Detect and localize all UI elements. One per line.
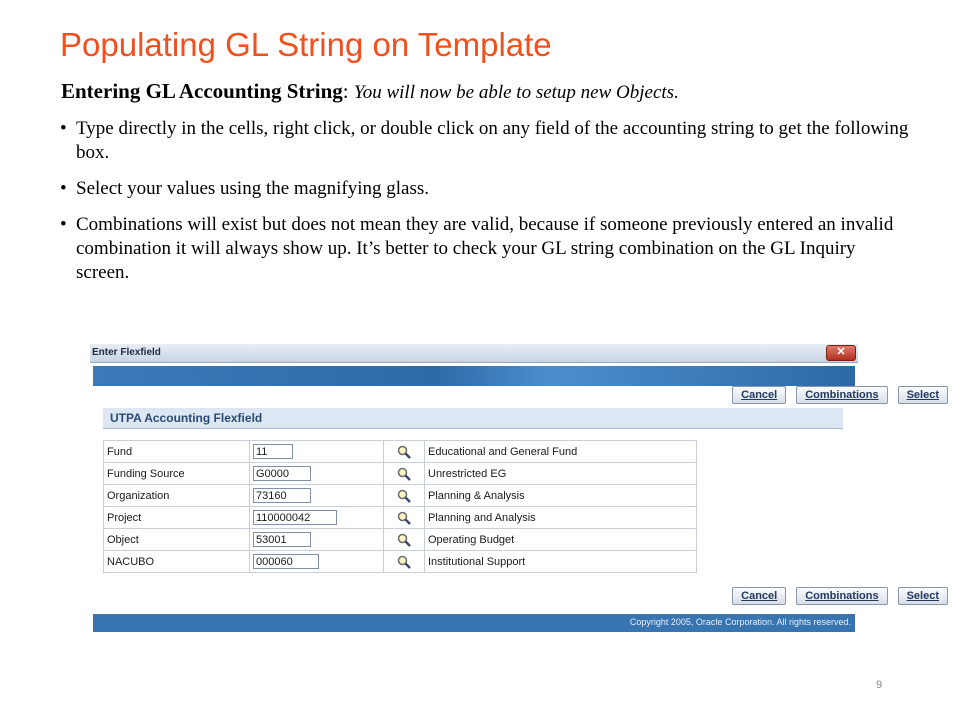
- table-row: [104, 441, 697, 463]
- combinations-button[interactable]: Combinations: [796, 587, 887, 605]
- subtitle-separator: :: [342, 79, 349, 103]
- bottom-button-row: [732, 587, 948, 605]
- segment-value-input[interactable]: 73160: [253, 488, 311, 503]
- bullet-item: • Combinations will exist but does not mean they are valid, because if someone previously entered an invalid combination it will always show up. It’s better to check your GL string combination on the GL Inquiry screen.: [60, 213, 910, 285]
- magnifying-glass-icon[interactable]: [397, 445, 411, 459]
- slide-subtitle: [61, 79, 679, 104]
- segment-description: Unrestricted EG: [425, 463, 697, 485]
- segment-label: Fund: [104, 441, 250, 463]
- segment-label: Organization: [104, 485, 250, 507]
- segment-description: Operating Budget: [425, 529, 697, 551]
- segment-value-input[interactable]: 53001: [253, 532, 311, 547]
- segment-description: Educational and General Fund: [425, 441, 697, 463]
- cancel-button[interactable]: Cancel: [732, 386, 786, 404]
- slide-title: Populating GL String on Template: [60, 26, 552, 63]
- window-title: Enter Flexfield: [92, 347, 161, 358]
- flexfield-table: [103, 440, 697, 573]
- table-row: [104, 529, 697, 551]
- subtitle-bold: Entering GL Accounting String: [61, 79, 343, 103]
- table-row: [104, 507, 697, 529]
- select-button[interactable]: Select: [898, 386, 948, 404]
- magnifying-glass-icon[interactable]: [397, 555, 411, 569]
- flexfield-section-header: [103, 408, 843, 429]
- footer-bar: [93, 614, 855, 632]
- segment-description: Planning & Analysis: [425, 485, 697, 507]
- bullet-item: • Type directly in the cells, right click, or double click on any field of the accounting string to get the following box.: [60, 117, 910, 165]
- segment-description: Planning and Analysis: [425, 507, 697, 529]
- bullet-item: • Select your values using the magnifying glass.: [60, 177, 910, 201]
- magnifying-glass-icon[interactable]: [397, 533, 411, 547]
- segment-label: Object: [104, 529, 250, 551]
- segment-value-input[interactable]: 11: [253, 444, 293, 459]
- combinations-button[interactable]: Combinations: [796, 386, 887, 404]
- magnifying-glass-icon[interactable]: [397, 511, 411, 525]
- segment-label: NACUBO: [104, 551, 250, 573]
- segment-value-input[interactable]: 000060: [253, 554, 319, 569]
- close-icon[interactable]: ✕: [826, 345, 856, 361]
- top-button-row: [732, 386, 948, 404]
- segment-label: Funding Source: [104, 463, 250, 485]
- subtitle-italic: You will now be able to setup new Objects.: [353, 82, 679, 103]
- table-row: [104, 485, 697, 507]
- table-row: [104, 463, 697, 485]
- table-row: [104, 551, 697, 573]
- page-number: 9: [876, 679, 883, 691]
- segment-value-input[interactable]: G0000: [253, 466, 311, 481]
- select-button[interactable]: Select: [898, 587, 948, 605]
- window-banner: [93, 366, 855, 386]
- bullet-list: [60, 117, 910, 297]
- segment-value-input[interactable]: 110000042: [253, 510, 337, 525]
- window-titlebar: [90, 344, 858, 363]
- flexfield-header-text: UTPA Accounting Flexfield: [110, 411, 263, 425]
- segment-label: Project: [104, 507, 250, 529]
- magnifying-glass-icon[interactable]: [397, 467, 411, 481]
- cancel-button[interactable]: Cancel: [732, 587, 786, 605]
- segment-description: Institutional Support: [425, 551, 697, 573]
- copyright-text: Copyright 2005, Oracle Corporation. All rights reserved.: [629, 617, 851, 627]
- magnifying-glass-icon[interactable]: [397, 489, 411, 503]
